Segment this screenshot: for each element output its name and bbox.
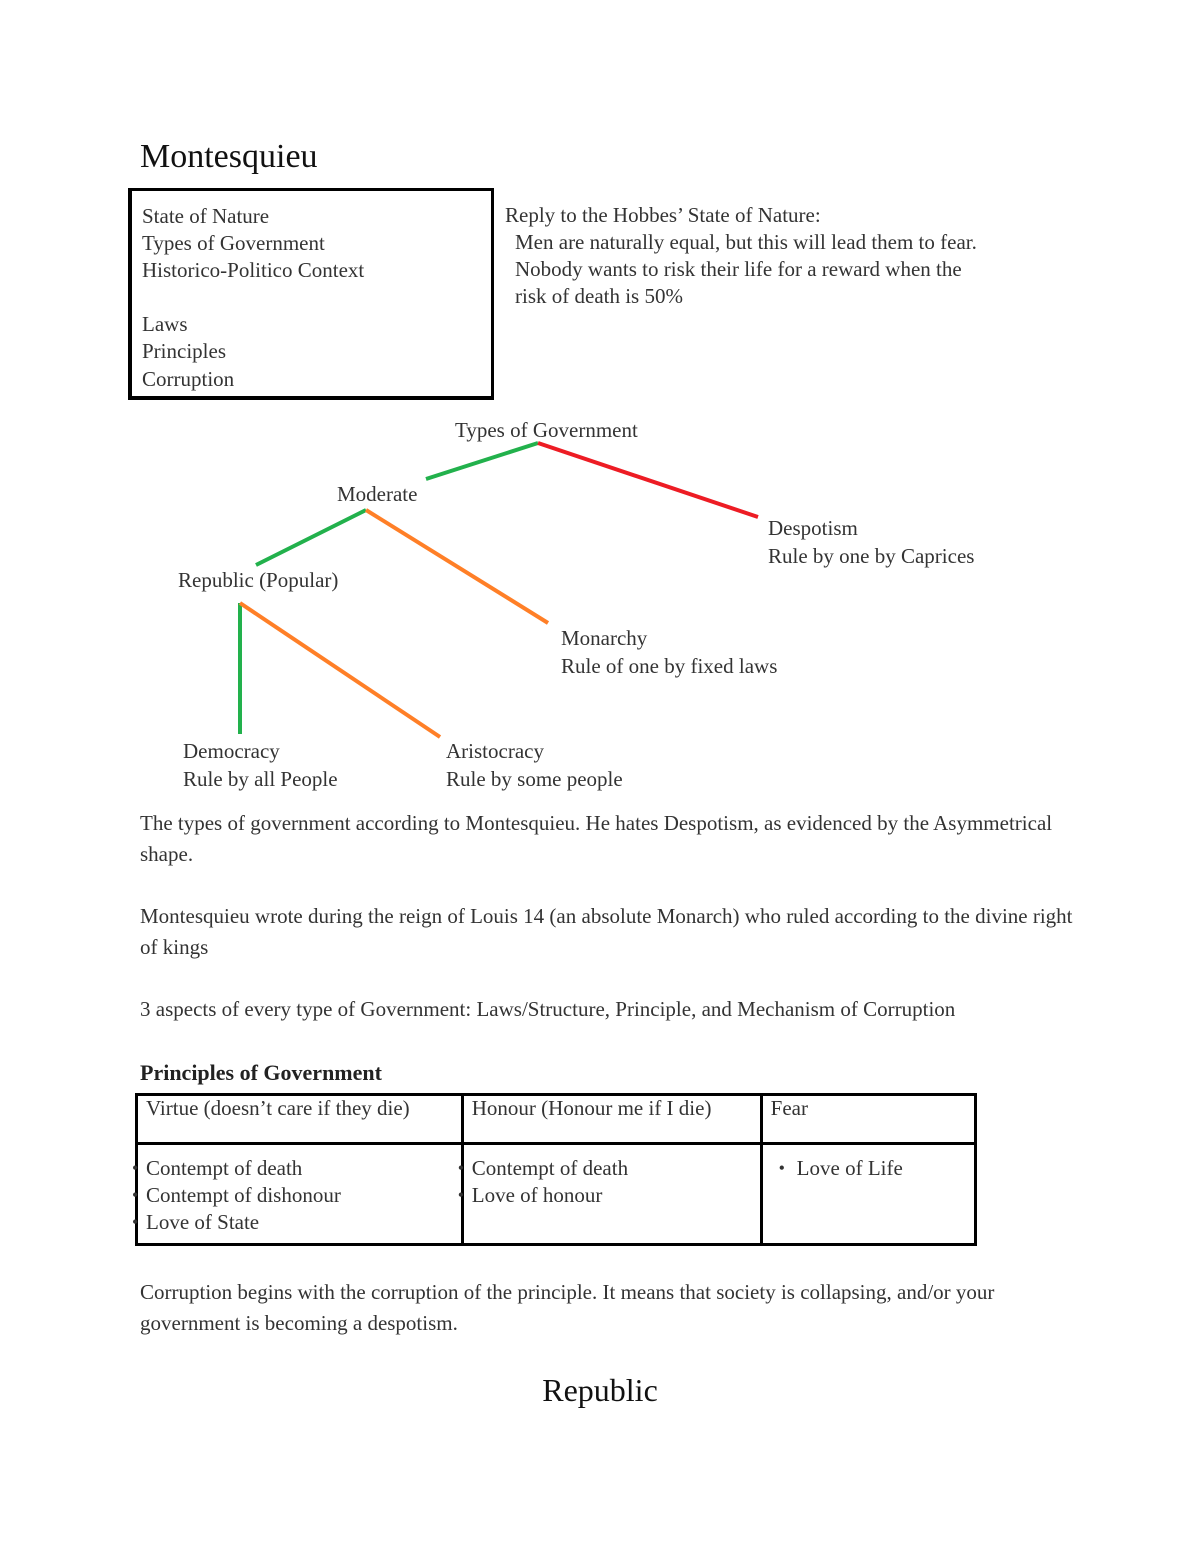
list-item: • Contempt of death	[132, 1156, 303, 1180]
node-monarchy: Monarchy	[561, 626, 648, 650]
edge-republic-aristocracy	[240, 603, 440, 737]
topic-item: State of Nature	[142, 204, 270, 228]
bullet-icon: •	[457, 1158, 465, 1178]
topic-item: Types of Government	[142, 231, 325, 255]
paragraph-types-of-government: The types of government according to Montesquieu. He hates Despotism, as evidenced by the Asymmetrical shape.	[140, 811, 1053, 866]
topic-item: Principles	[142, 339, 226, 363]
list-item: • Love of Life	[778, 1156, 903, 1180]
table-row	[137, 1144, 976, 1245]
node-despotism-description: Rule by one by Caprices	[768, 544, 975, 568]
reply-line: Nobody wants to risk their life for a reward when the	[515, 257, 962, 281]
node-democracy: Democracy	[183, 739, 280, 763]
edge-moderate-monarchy	[366, 510, 548, 623]
node-monarchy-description: Rule of one by fixed laws	[561, 654, 778, 678]
node-aristocracy-description: Rule by some people	[446, 767, 623, 791]
bullet-icon: •	[132, 1212, 139, 1232]
column-header-fear: Fear	[761, 1095, 975, 1144]
reply-line: risk of death is 50%	[515, 284, 683, 308]
bullet-icon: •	[778, 1158, 785, 1178]
node-democracy-description: Rule by all People	[183, 767, 338, 791]
virtue-cell	[132, 1144, 463, 1245]
fear-cell	[761, 1144, 975, 1245]
paragraph-historical-context: Montesquieu wrote during the reign of Louis 14 (an absolute Monarch) who ruled according to the divine right of kings	[140, 904, 1073, 959]
edge-moderate-republic	[256, 510, 366, 565]
bullet-icon: •	[457, 1185, 465, 1205]
column-header-virtue: Virtue (doesn’t care if they die)	[137, 1095, 463, 1144]
paragraph-aspects: 3 aspects of every type of Government: Laws/Structure, Principle, and Mechanism of Corruption	[140, 997, 956, 1021]
reply-line: Men are naturally equal, but this will lead them to fear.	[515, 230, 977, 254]
list-item: • Love of State	[132, 1210, 260, 1234]
bullet-icon: •	[132, 1185, 139, 1205]
page-title: Montesquieu	[140, 138, 318, 175]
column-header-honour: Honour (Honour me if I die)	[462, 1095, 761, 1144]
topic-item: Laws	[142, 312, 188, 336]
node-aristocracy: Aristocracy	[446, 739, 544, 763]
list-item: • Contempt of dishonour	[132, 1183, 341, 1207]
topic-item: Historico-Politico Context	[142, 258, 365, 282]
bullet-icon: •	[132, 1158, 139, 1178]
list-item: • Love of honour	[457, 1183, 603, 1207]
reply-heading: Reply to the Hobbes’ State of Nature:	[505, 203, 821, 227]
table-header-row	[137, 1095, 976, 1144]
edge-root-despotism	[538, 443, 758, 517]
edge-root-moderate	[426, 443, 538, 479]
node-moderate: Moderate	[337, 482, 418, 506]
principles-heading: Principles of Government	[140, 1060, 382, 1085]
topic-item: Corruption	[142, 367, 235, 391]
paragraph-corruption: Corruption begins with the corruption of the principle. It means that society is collapsing, and/or your government is becoming a despotism.	[140, 1280, 995, 1335]
principles-table	[132, 1093, 977, 1246]
list-item: • Contempt of death	[457, 1156, 629, 1180]
node-republic: Republic (Popular)	[178, 568, 339, 592]
node-despotism: Despotism	[768, 516, 858, 540]
honour-cell	[457, 1144, 761, 1245]
section-heading-republic: Republic	[542, 1372, 658, 1408]
node-types-of-government: Types of Government	[455, 418, 638, 442]
